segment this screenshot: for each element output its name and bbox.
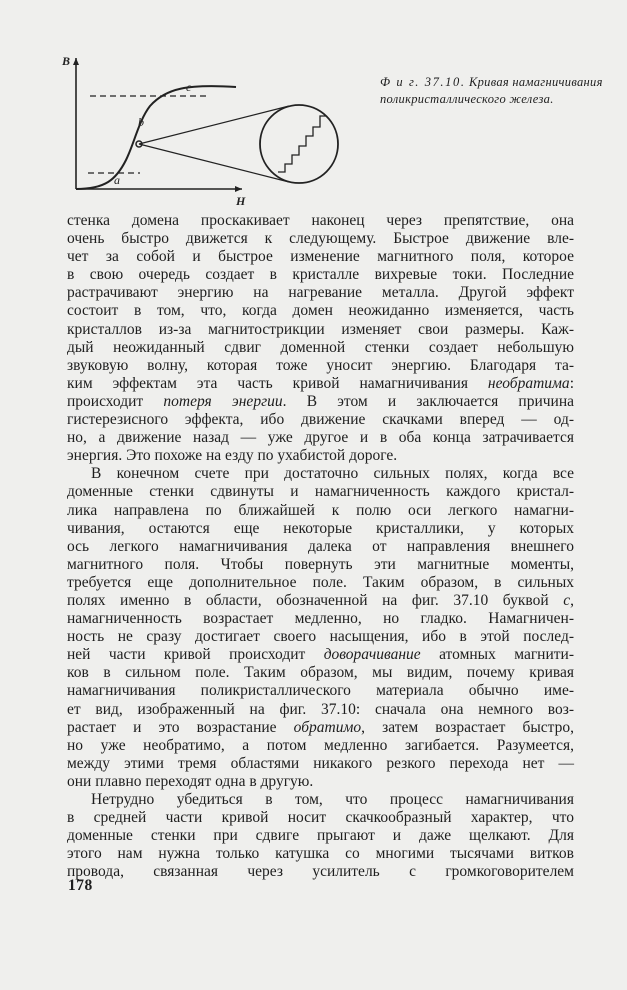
text-line [67, 682, 574, 700]
text-run: атомных магнити- [420, 646, 575, 664]
magnifier-tangent-upper [139, 106, 289, 144]
magnifier-circle [260, 105, 338, 183]
text-line [67, 520, 574, 538]
text-line [67, 755, 574, 773]
figure-caption [380, 74, 610, 108]
text-run: ней части кривой происходит [67, 646, 324, 664]
text-line [67, 556, 574, 574]
axis-y-label: B [62, 54, 71, 68]
text-run: доменные стенки при сдвиге прыгают и даже щелкают. Для [67, 827, 574, 845]
text-line [67, 863, 574, 881]
point-b-label: b [138, 115, 144, 129]
text-run: состоит в том, что, когда домен неожиданно изменяется, часть [67, 302, 574, 320]
text-line [67, 773, 574, 791]
text-line [67, 230, 574, 248]
text-run: ность не сразу достигает своего насыщения, ибо в этой послед- [67, 628, 574, 646]
text-run: ет вид, изображенный на фиг. 37.10: сначала она немного воз- [67, 700, 574, 718]
text-line [67, 574, 574, 592]
text-line [67, 483, 574, 501]
text-run: очень быстро движется к следующему. Быстрое движение вле- [67, 230, 574, 248]
emphasized-term: с [563, 591, 571, 609]
text-line [67, 212, 574, 230]
text-run: энергия. Это похоже на езду по ухабистой дороге. [67, 447, 398, 465]
paragraph [67, 791, 574, 881]
text-line [67, 791, 574, 809]
text-line [67, 266, 574, 284]
caption-figure-number: Ф и г. 37.10. [380, 75, 466, 89]
text-run: растрачивают энергию на нагревание металла. Другой эффект [67, 284, 574, 302]
point-a-label: a [114, 173, 120, 187]
text-run: в свою очередь создает в кристалле вихревые токи. Последние [67, 266, 574, 284]
text-run: звуковую волну, которая тоже уносит энергию. Благодаря та- [67, 356, 574, 374]
emphasized-term: потеря энергии [163, 392, 283, 410]
paragraph [67, 465, 574, 791]
body-text [67, 212, 574, 881]
text-line [67, 592, 574, 610]
text-line [67, 538, 574, 556]
text-line [67, 628, 574, 646]
text-run: полях именно в области, обозначенной на фиг. 37.10 буквой [67, 591, 564, 609]
text-run: , затем возрастает быстро, [361, 718, 574, 736]
text-line [67, 339, 574, 357]
text-run: , [570, 591, 574, 609]
text-line [67, 284, 574, 302]
text-run: кристаллов из-за магнитострикции изменяет свои размеры. Каж- [67, 320, 574, 338]
point-c-label: c [186, 80, 192, 94]
text-run: они плавно переходят одна в другую. [67, 772, 314, 790]
text-line [67, 447, 574, 465]
text-line [67, 302, 574, 320]
text-line [67, 502, 574, 520]
caption-text: Кривая намагничивания поликристаллического железа. [380, 75, 603, 106]
text-run: Нетрудно убедиться в том, что процесс намагничивания [91, 791, 574, 808]
text-run: ков в сильном поле. Таким образом, мы видим, почему кривая [67, 664, 574, 682]
text-run: этого нам нужна только катушка со многими тысячами витков [67, 845, 574, 863]
text-run: гистерезисного эффекта, ибо движение скачками вперед — од- [67, 411, 574, 429]
text-line [67, 809, 574, 827]
text-line [67, 664, 574, 682]
text-line [67, 248, 574, 266]
magnified-staircase [278, 116, 326, 172]
text-run: требуется еще дополнительное поле. Таким образом, в сильных [67, 573, 574, 591]
text-run: дый неожиданный сдвиг доменной стенки создает небольшую [67, 338, 574, 356]
text-run: магнитного поля. Чтобы повернуть эти магнитные моменты, [67, 555, 574, 573]
paragraph [67, 212, 574, 465]
text-line [67, 610, 574, 628]
text-run: лика направлена по ближайшей к полю оси легкого намагни- [67, 501, 574, 519]
emphasized-term: обратимо [293, 718, 362, 736]
text-line [67, 429, 574, 447]
text-run: но уже необратимо, а потом медленно загибается. Разумеется, [67, 736, 574, 754]
text-line [67, 845, 574, 863]
text-run: растает и это возрастание [67, 718, 294, 736]
emphasized-term: необратима [487, 374, 570, 392]
text-run: чивания, остаются еще некоторые кристаллики, у которых [67, 519, 574, 537]
text-run: провода, связанная через усилитель с громкоговорителем [67, 863, 574, 881]
text-run: намагничивания поликристаллического материала обычно име- [67, 682, 574, 700]
text-run: происходит [67, 392, 164, 410]
text-line [67, 827, 574, 845]
text-line [67, 411, 574, 429]
text-line [67, 357, 574, 375]
text-run: стенка домена проскакивает наконец через препятствие, она [67, 212, 574, 229]
text-run: ось легкого намагничивания далека от направления внешнего [67, 537, 574, 555]
text-line [67, 465, 574, 483]
axis-x-label: H [236, 194, 246, 208]
text-run: намагниченность возрастает медленно, но гладко. Намагничен- [67, 610, 574, 628]
text-line [67, 375, 574, 393]
text-line [67, 393, 574, 411]
magnetization-figure [60, 48, 360, 213]
magnetization-curve-diagram [60, 48, 360, 213]
text-run: в средней части кривой носит скачкообразный характер, что [67, 809, 574, 827]
emphasized-term: доворачивание [323, 646, 421, 664]
text-line [67, 737, 574, 755]
text-run: чет за собой и быстрое изменение магнитного поля, которое [67, 248, 574, 266]
text-line [67, 719, 574, 737]
text-run: между этими тремя областями никакого резкого перехода нет — [67, 754, 574, 772]
text-run: . В этом и заключается причина [282, 392, 575, 410]
text-line [67, 321, 574, 339]
magnifier-tangent-lower [139, 144, 289, 182]
text-line [67, 646, 574, 664]
text-run: В конечном счете при достаточно сильных полях, когда все [91, 465, 574, 483]
text-line [67, 701, 574, 719]
text-run: но, а движение назад — уже другое и в оба конца затрачивается [67, 429, 574, 447]
page-number: 178 [68, 877, 93, 894]
text-run: : [569, 374, 574, 392]
text-run: ким эффектам эта часть кривой намагничивания [67, 374, 488, 392]
text-run: доменные стенки сдвинуты и намагниченность каждого кристал- [67, 483, 574, 501]
